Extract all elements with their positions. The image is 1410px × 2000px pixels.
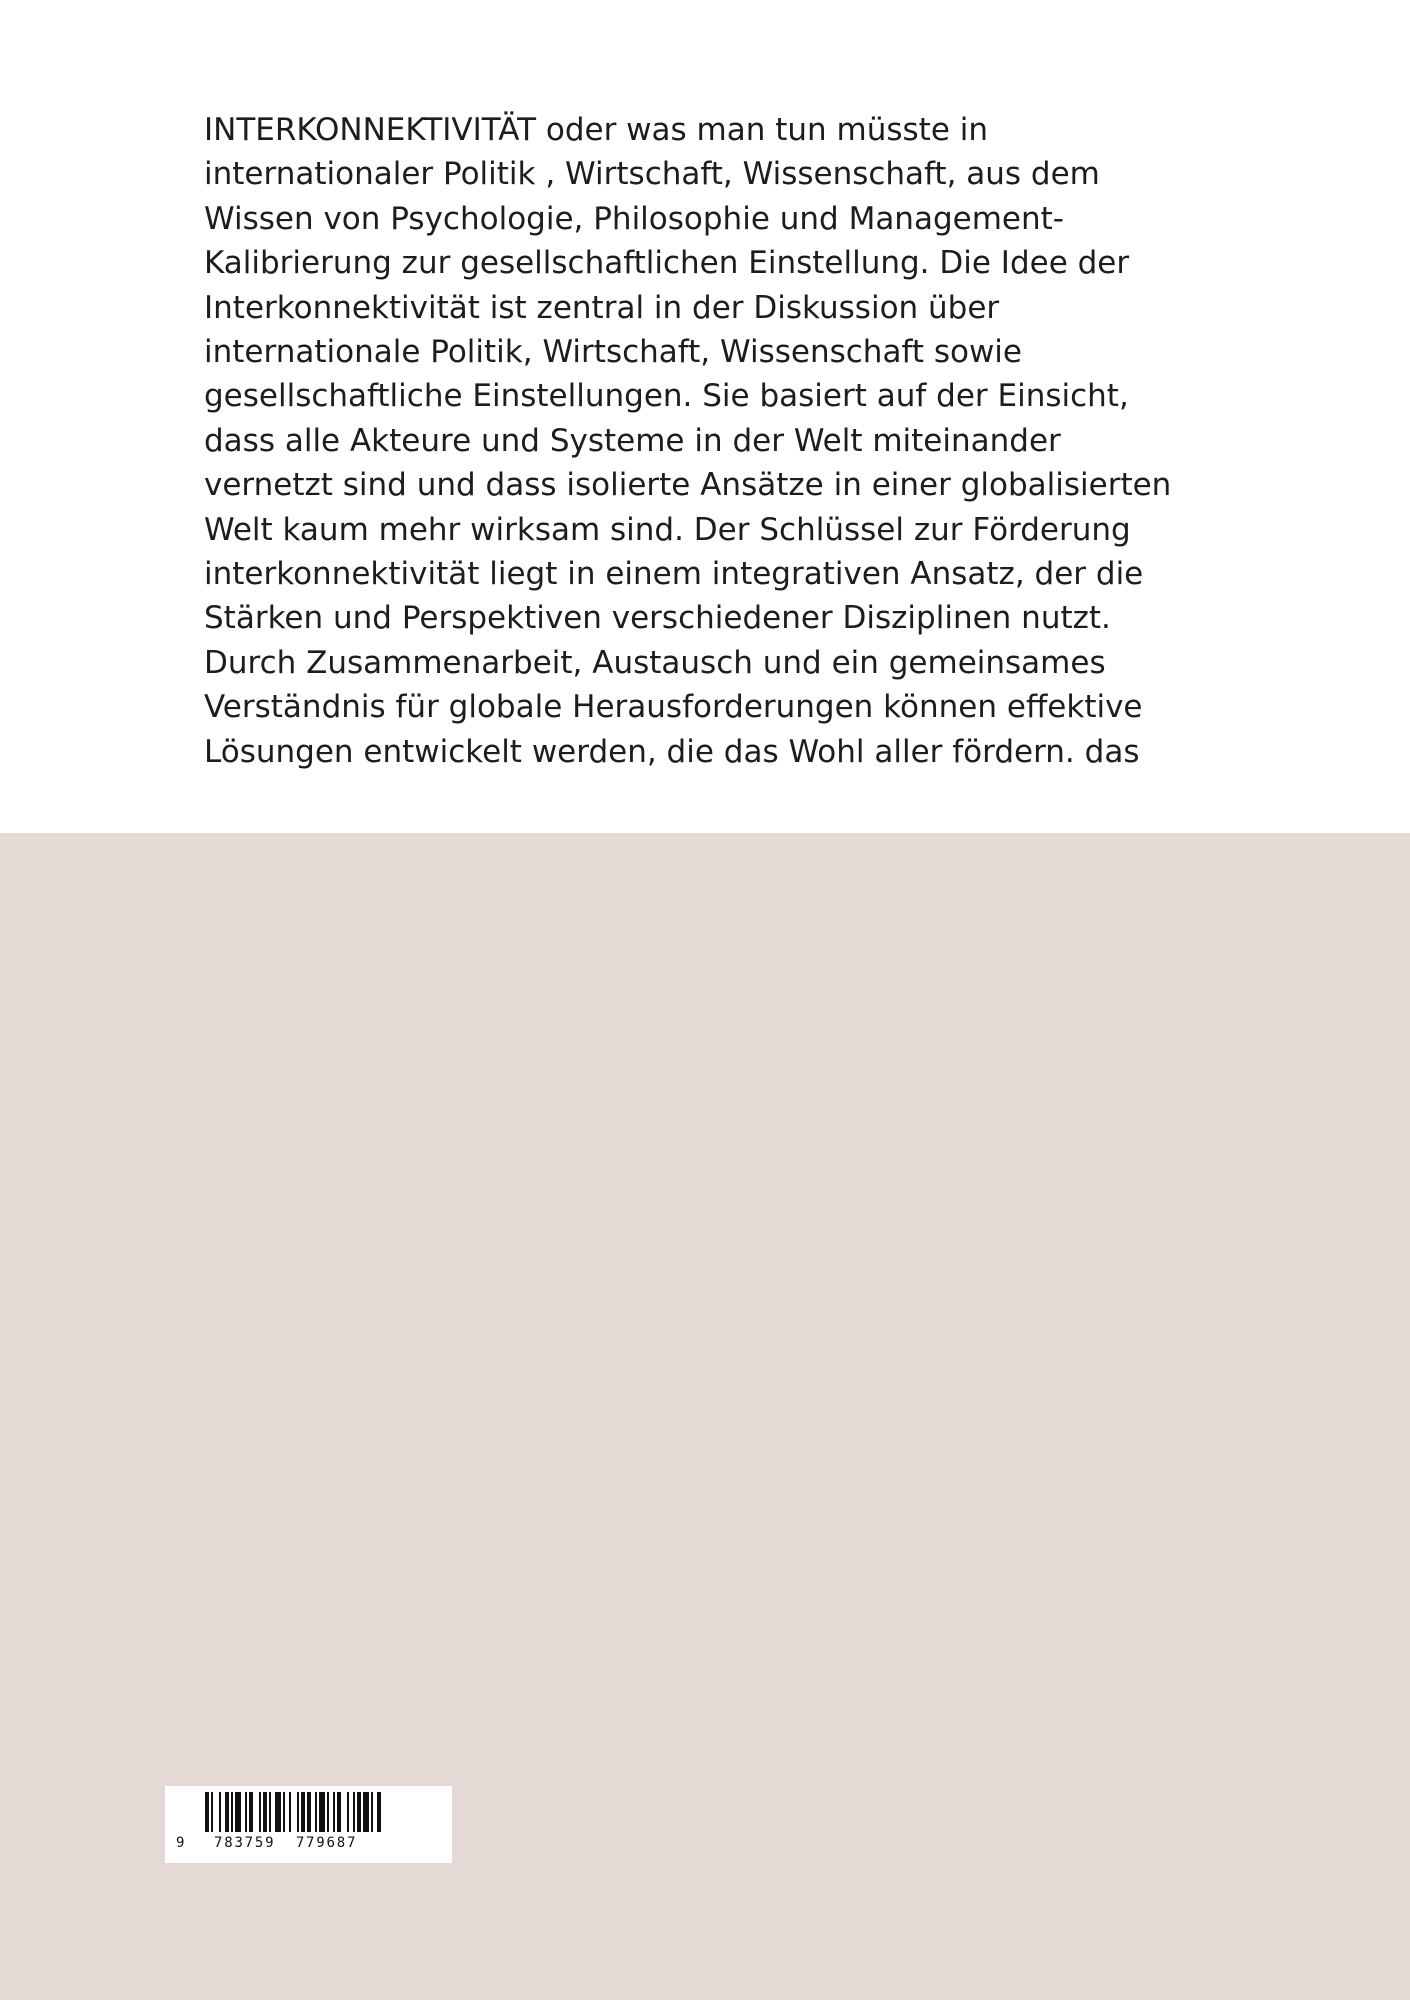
blurb-line: Wissen von Psychologie, Philosophie und Management- (204, 200, 1064, 237)
isbn-barcode (165, 1786, 452, 1863)
blurb-line: Kalibrierung zur gesellschaftlichen Einstellung. Die Idee der (204, 245, 1130, 282)
blurb-line: Interkonnektivität ist zentral in der Diskussion über (204, 289, 1000, 326)
blurb-line: Welt kaum mehr wirksam sind. Der Schlüssel zur Förderung (204, 511, 1131, 548)
blurb-line: Lösungen entwickelt werden, die das Wohl aller fördern. das (204, 733, 1140, 770)
blurb-line: Stärken und Perspektiven verschiedener Disziplinen nutzt. (204, 600, 1111, 637)
blurb-line: gesellschaftliche Einstellungen. Sie basiert auf der Einsicht, (204, 378, 1129, 415)
blurb-line: interkonnektivität liegt in einem integrativen Ansatz, der die (204, 556, 1144, 593)
barcode-lead-digit: 9 (176, 1835, 186, 1851)
blurb-line: internationale Politik, Wirtschaft, Wissenschaft sowie (204, 334, 1022, 371)
barcode-bars (165, 1786, 452, 1863)
blurb-line: INTERKONNEKTIVITÄT oder was man tun müsste in (204, 112, 989, 148)
blurb-line: dass alle Akteure und Systeme in der Welt miteinander (204, 422, 1061, 459)
back-cover-blurb (204, 108, 1234, 774)
blurb-line: Verständnis für globale Herausforderungen können effektive (204, 689, 1143, 726)
blurb-line: vernetzt sind und dass isolierte Ansätze in einer globalisierten (204, 467, 1172, 504)
blurb-line: internationaler Politik , Wirtschaft, Wissenschaft, aus dem (204, 156, 1100, 193)
barcode-digits: 783759 779687 (214, 1835, 358, 1851)
blurb-line: Durch Zusammenarbeit, Austausch und ein gemeinsames (204, 644, 1106, 681)
